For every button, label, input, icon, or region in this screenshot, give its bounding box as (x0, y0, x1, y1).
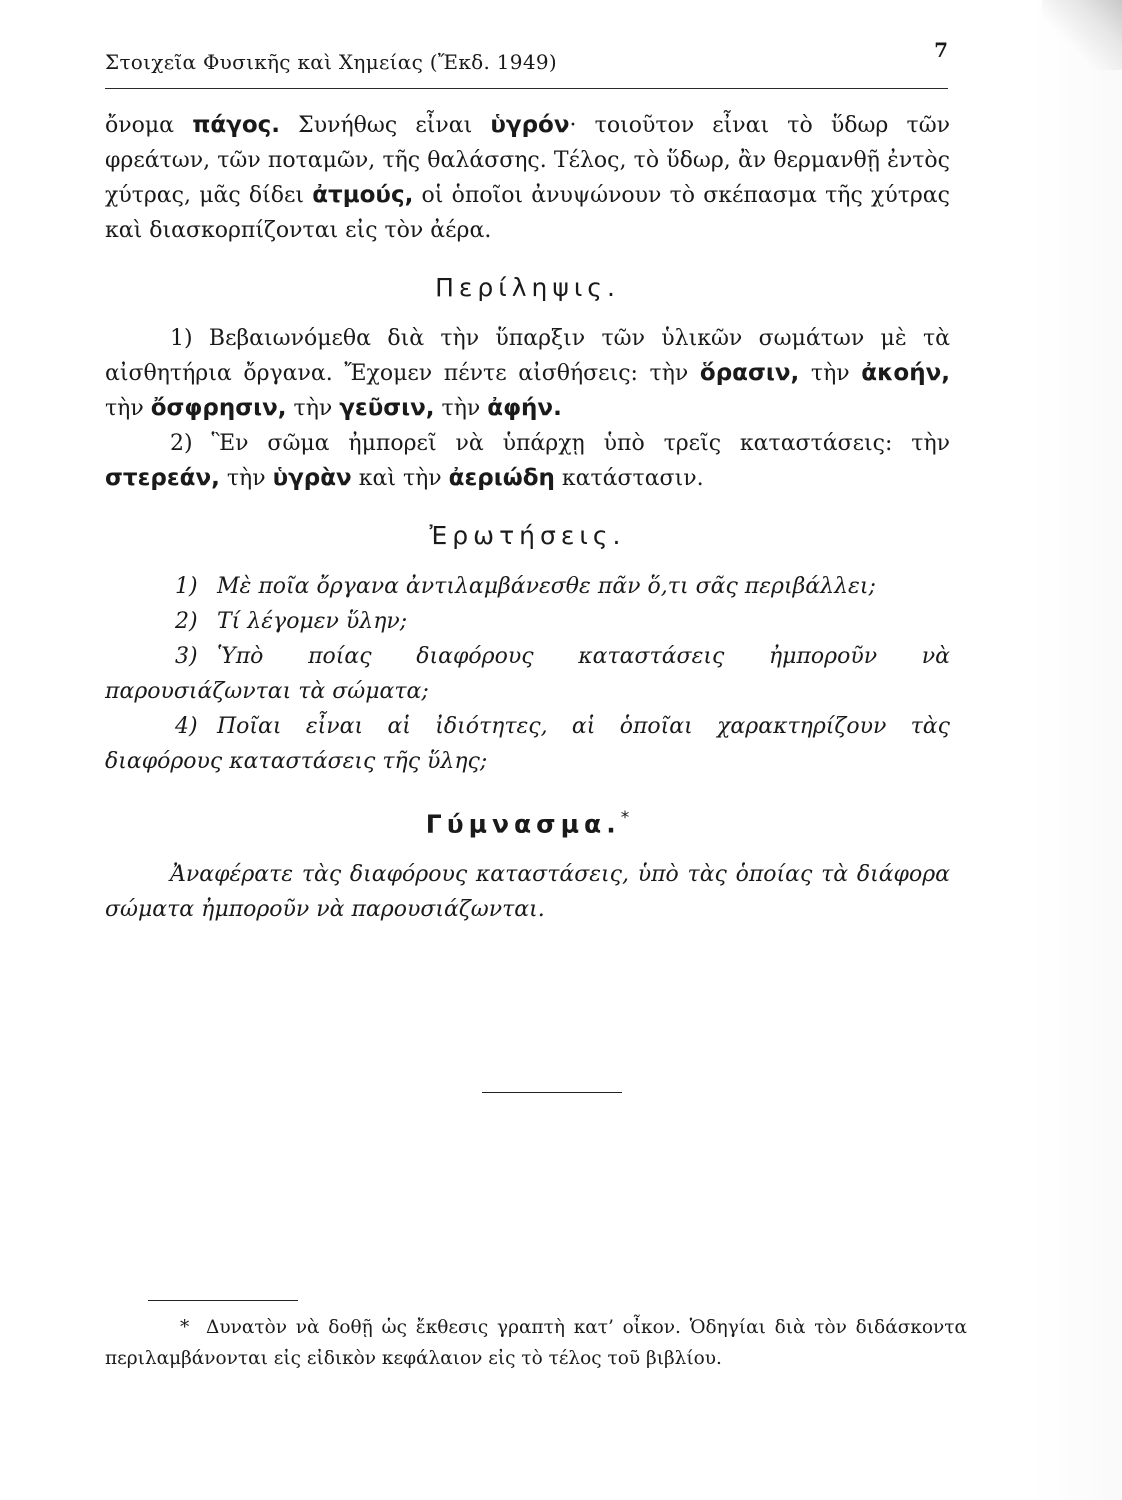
running-header (105, 38, 948, 89)
question-1-text: Μὲ ποῖα ὄργανα ἀντιλαμβάνεσθε πᾶν ὅ,τι σᾶς περιβάλλει; (217, 574, 876, 599)
question-4 (105, 709, 950, 779)
question-2-number: 2) (175, 609, 198, 634)
footnote-mark: * (180, 1317, 190, 1338)
end-rule (482, 1092, 622, 1093)
question-1-number: 1) (175, 574, 198, 599)
question-3 (105, 639, 950, 709)
page-body (105, 108, 950, 927)
term-gefsin: γεῦσιν, (339, 395, 435, 421)
footnote-divider (148, 1300, 298, 1301)
summary-2-text-2: τὴν (219, 466, 273, 491)
summary-1-text-2: τὴν (799, 361, 862, 386)
intro-paragraph (105, 108, 950, 248)
exercise-asterisk: * (620, 808, 630, 828)
term-ygron: ὑγρόν (490, 112, 570, 138)
question-2-text: Τί λέγομεν ὕλην; (217, 609, 408, 634)
summary-1-text-1: 1) Βεβαιωνόμεθα διὰ τὴν ὕπαρξιν τῶν ὑλικῶν σωμάτων μὲ τὰ αἰσθητήρια ὄργανα. Ἔχομεν πέντε αἰσθήσεις: τὴν (105, 326, 950, 386)
question-3-number: 3) (175, 644, 198, 669)
footnote (105, 1312, 967, 1374)
term-osfrisin: ὄσφρησιν, (150, 395, 287, 421)
question-2 (105, 604, 950, 639)
page-edge-shadow (1032, 0, 1122, 1500)
intro-text-1: ὄνομα (105, 113, 193, 138)
summary-item-2 (105, 426, 950, 496)
term-atmous: ἀτμούς, (312, 182, 414, 208)
term-orasin: ὅρασιν, (699, 360, 800, 386)
questions-heading: Ἐρωτήσεις. (429, 521, 626, 550)
question-4-text: Ποῖαι εἶναι αἱ ἰδιότητες, αἱ ὁποῖαι χαρακτηρίζουν τὰς διαφόρους καταστάσεις τῆς ὕλης; (105, 714, 950, 774)
summary-2-text-1: 2) Ἓν σῶμα ἠμπορεῖ νὰ ὑπάρχῃ ὑπὸ τρεῖς καταστάσεις: τὴν (170, 431, 950, 456)
term-sterean: στερεάν, (105, 465, 220, 491)
term-akoin: ἀκοήν, (861, 360, 950, 386)
summary-1-text-5: τὴν (434, 396, 488, 421)
page-number: 7 (934, 38, 948, 62)
header-title: Στοιχεῖα Φυσικῆς καὶ Χημείας (Ἔκδ. 1949) (105, 50, 557, 74)
exercise-text: Ἀναφέρατε τὰς διαφόρους καταστάσεις, ὑπὸ τὰς ὁποίας τὰ διάφορα σώματα ἠμποροῦν νὰ παρουσιάζωνται. (105, 862, 950, 923)
summary-1-text-4: τὴν (286, 396, 340, 421)
intro-text-4: οἱ ὁποῖοι ἀνυψώνουν τὸ σκέπασμα τῆς χύτρας καὶ διασκορπίζονται εἰς τὸν ἀέρα. (105, 183, 950, 243)
term-afin: ἀφήν. (487, 395, 562, 421)
summary-1-text-3: τὴν (105, 396, 151, 421)
intro-text-3: · τοιοῦτον εἶναι τὸ ὕδωρ τῶν φρεάτων, τῶν ποταμῶν, τῆς θαλάσσης. Τέλος, τὸ ὕδωρ, ἂν θερμανθῇ ἐντὸς χύτρας, μᾶς δίδει (105, 113, 951, 208)
question-3-text: Ὑπὸ ποίας διαφόρους καταστάσεις ἠμποροῦν νὰ παρουσιάζωνται τὰ σώματα; (105, 644, 950, 704)
term-ygran: ὑγρὰν (272, 465, 352, 491)
summary-item-1 (105, 321, 950, 426)
page-corner-curl (1042, 0, 1122, 70)
footnote-text: Δυνατὸν νὰ δοθῇ ὡς ἔκθεσις γραπτὴ κατ’ οἶκον. Ὁδηγίαι διὰ τὸν διδάσκοντα περιλαμβάνονται εἰς εἰδικὸν κεφάλαιον εἰς τὸ τέλος τοῦ βιβλίου. (105, 1317, 967, 1369)
exercise-title: Γύμνασμα. (425, 809, 621, 839)
question-4-number: 4) (175, 714, 198, 739)
summary-heading: Περίληψις. (435, 273, 620, 302)
term-aeriodi: ἀεριώδη (448, 465, 555, 491)
summary-2-text-4: κατάστασιν. (554, 466, 704, 491)
summary-2-text-3: καὶ τὴν (351, 466, 449, 491)
term-pagos: πάγος. (192, 112, 281, 138)
intro-text-2: Συνήθως εἶναι (280, 113, 491, 138)
exercise-heading (105, 801, 950, 841)
question-1 (105, 569, 950, 604)
